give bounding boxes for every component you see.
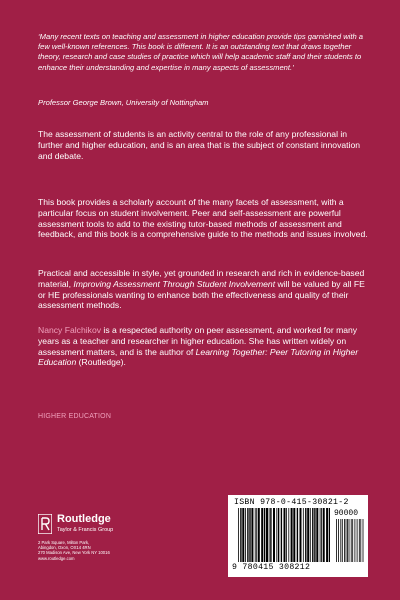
publisher-block bbox=[38, 512, 198, 582]
publisher-name: Routledge bbox=[57, 513, 111, 525]
description-paragraph-3 bbox=[38, 268, 368, 311]
barcode-number: 9 780415 308212 bbox=[232, 563, 311, 572]
barcode-bar bbox=[303, 508, 304, 562]
description-paragraph-1: The assessment of students is an activity central to the role of any professional in further and higher education, and is an area that is the subject of constant innovation and debate. bbox=[38, 129, 361, 161]
barcode-bar bbox=[320, 508, 321, 562]
barcode-bars bbox=[238, 508, 330, 562]
barcode-bar bbox=[321, 508, 322, 562]
barcode-bar bbox=[305, 508, 306, 562]
barcode-bar bbox=[293, 508, 295, 562]
barcode-bar bbox=[349, 519, 350, 562]
barcode-bar bbox=[242, 508, 244, 562]
barcode-bar bbox=[310, 508, 311, 562]
barcode-bar bbox=[360, 519, 361, 562]
barcode-bar bbox=[344, 519, 345, 562]
barcode-bar bbox=[247, 508, 248, 562]
barcode-bar bbox=[269, 508, 270, 562]
barcode-bar bbox=[363, 519, 364, 562]
barcode-bar bbox=[266, 508, 268, 562]
barcode-bar bbox=[336, 519, 337, 562]
barcode-bar bbox=[278, 508, 279, 562]
barcode-bar bbox=[312, 508, 313, 562]
barcode-bar bbox=[276, 508, 277, 562]
barcode-bar bbox=[251, 508, 253, 562]
publisher-address bbox=[38, 540, 198, 561]
quote-attribution: Professor George Brown, University of Nottingham bbox=[38, 98, 209, 107]
barcode-bar bbox=[258, 508, 260, 562]
address-line: Abingdon, Oxon, OX14 4RN bbox=[38, 545, 91, 551]
barcode-bar bbox=[291, 508, 293, 562]
addon-barcode-bars bbox=[336, 519, 364, 562]
routledge-logo-icon bbox=[38, 514, 52, 534]
author-name: Nancy Falchikov bbox=[38, 325, 102, 335]
barcode-bar bbox=[264, 508, 265, 562]
barcode-bar bbox=[351, 519, 352, 562]
barcode-bar bbox=[238, 508, 239, 562]
barcode-bar bbox=[323, 508, 325, 562]
barcode-bar bbox=[355, 519, 356, 562]
barcode-bar bbox=[314, 508, 315, 562]
barcode-bar bbox=[326, 508, 328, 562]
description-paragraph-2: This book provides a scholarly account of the many facets of assessment, with a particular focus on student involvement. Peer and self-assessment are powerful assessment tools to add to the existing tutor-based methods of assessment and feedback, and this book is a comprehensive guide to the methods and issues involved. bbox=[38, 197, 368, 240]
barcode-bar bbox=[256, 508, 257, 562]
barcode-bar bbox=[286, 508, 287, 562]
author-bio bbox=[38, 325, 368, 368]
barcode-bar bbox=[347, 519, 348, 562]
author-bio-end: (Routledge). bbox=[76, 357, 126, 368]
isbn-label: ISBN 978-0-415-30821-2 bbox=[234, 498, 349, 507]
category-label: HIGHER EDUCATION bbox=[38, 413, 112, 420]
barcode-bar bbox=[300, 508, 302, 562]
address-line: 270 Madison Ave, New York NY 10016 bbox=[38, 550, 110, 556]
paragraph-3-intro: Practical and accessible in style, yet grounded in research and rich in evidence-based material, bbox=[38, 268, 365, 289]
barcode-bar bbox=[261, 508, 263, 562]
publisher-group: Taylor & Francis Group bbox=[57, 527, 114, 533]
book-title: Improving Assessment Through Student Involvement bbox=[73, 278, 276, 289]
paragraph-3-rest: will be valued by all FE or HE professionals wanting to enhance both the effectiveness and quality of their assessment methods. bbox=[38, 278, 365, 311]
barcode-bar bbox=[352, 519, 353, 562]
barcode-bar bbox=[316, 508, 318, 562]
other-book-title: Learning Together: Peer Tutoring in Higher Education bbox=[38, 346, 359, 368]
address-line: www.routledge.com bbox=[38, 555, 75, 561]
barcode-bar bbox=[297, 508, 298, 562]
barcode-bar bbox=[245, 508, 246, 562]
barcode-bar bbox=[255, 508, 256, 562]
barcode-bar bbox=[307, 508, 309, 562]
isbn-barcode bbox=[228, 495, 368, 577]
address-line: 2 Park Square, Milton Park, bbox=[38, 540, 90, 545]
barcode-bar bbox=[342, 519, 343, 562]
barcode-bar bbox=[273, 508, 275, 562]
barcode-bar bbox=[359, 519, 360, 562]
barcode-bar bbox=[288, 508, 289, 562]
endorsement-quote: ‘Many recent texts on teaching and assessment in higher education provide tips garnished with a few well-known references. This book is different. It is an outstanding text that draws together theory, research and case studies of practice which will help academic staff and their students to enhance their understanding and expertise in many aspects of assessment.’ bbox=[38, 32, 364, 72]
price-addon-label: 90000 bbox=[334, 509, 359, 518]
barcode-bar bbox=[340, 519, 341, 562]
barcode-bar bbox=[329, 508, 330, 562]
barcode-bar bbox=[284, 508, 286, 562]
barcode-bar bbox=[249, 508, 250, 562]
barcode-bar bbox=[338, 519, 339, 562]
barcode-bar bbox=[357, 519, 358, 562]
barcode-bar bbox=[270, 508, 271, 562]
barcode-bar bbox=[240, 508, 241, 562]
barcode-bar bbox=[346, 519, 347, 562]
author-bio-middle: is a respected authority on peer assessment, and worked for many years as a teacher and researcher in higher education. She has written widely on assessment matters, and is the author of bbox=[38, 325, 358, 357]
barcode-bar bbox=[281, 508, 282, 562]
